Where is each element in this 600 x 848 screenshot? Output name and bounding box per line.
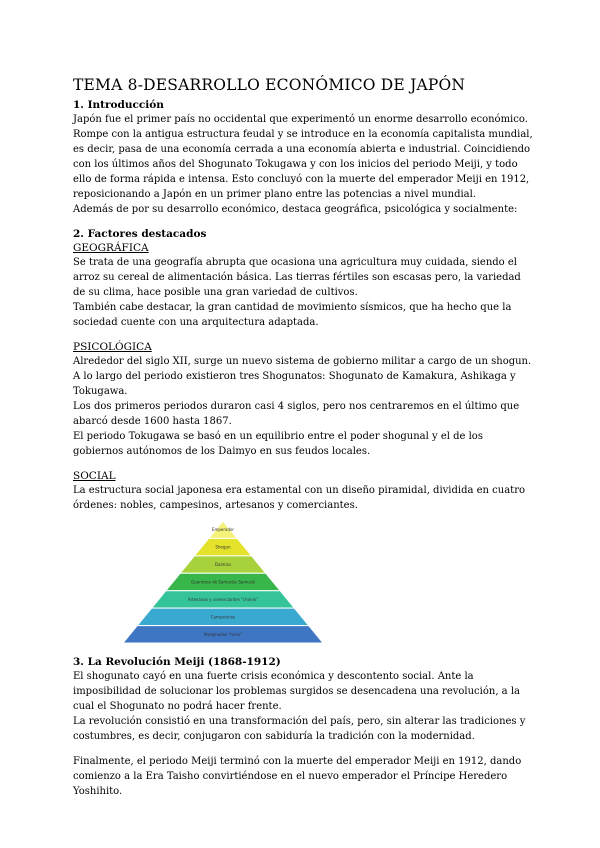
subheading-social: SOCIAL bbox=[73, 470, 116, 482]
paragraph: También cabe destacar, la gran cantidad de movimiento sísmicos, que ha hecho que la sociedad cuente con una arquitectura adaptada. bbox=[73, 302, 512, 328]
pyramid-level-label: Marginados "hinin" bbox=[204, 631, 242, 637]
section-heading-meiji: 3. La Revolución Meiji (1868-1912) bbox=[73, 656, 281, 668]
paragraph: La estructura social japonesa era estamental con un diseño piramidal, dividida en cuatro órdenes: nobles, campesinos, artesanos y comerciantes. bbox=[73, 485, 526, 511]
document-title: TEMA 8-DESARROLLO ECONÓMICO DE JAPÓN bbox=[73, 76, 466, 94]
paragraph: Se trata de una geografía abrupta que ocasiona una agricultura muy cuidada, siendo el arroz su cereal de alimentación básica. Las tierras fértiles son escasas pero, la variedad de su clima, hace posible una gran variedad de cultivos. bbox=[73, 257, 521, 298]
paragraph: El periodo Tokugawa se basó en un equilibrio entre el poder shogunal y el de los gobiernos autónomos de los Daimyo en sus feudos locales. bbox=[73, 431, 483, 457]
subheading-psicologica: PSICOLÓGICA bbox=[73, 341, 152, 353]
pyramid-level-label: Shogun bbox=[215, 544, 231, 550]
paragraph: Los dos primeros periodos duraron casi 4 siglos, pero nos centraremos en el último que abarcó desde 1600 hasta 1867. bbox=[73, 401, 520, 427]
pyramid-level-label: Daimios bbox=[214, 562, 232, 568]
paragraph-final: Finalmente, el periodo Meiji terminó con la muerte del emperador Meiji en 1912, dando comienzo a la Era Taisho convirtiéndose en el nuevo emperador el Príncipe Heredero Yoshihito. bbox=[73, 756, 522, 797]
pyramid-level-label: Guerreros de Samuráis Samurái bbox=[191, 579, 255, 585]
section-heading-intro: 1. Introducción bbox=[73, 99, 164, 111]
social-pyramid-diagram bbox=[123, 521, 323, 651]
pyramid-level-label: Emperador bbox=[211, 527, 235, 533]
subheading-geografica: GEOGRÁFICA bbox=[73, 242, 149, 254]
paragraph: Japón fue el primer país no occidental que experimentó un enorme desarrollo económico. Rompe con la antigua estructura feudal y se introduce en la economía capitalista mundial, es decir, pasa de una economía cerrada a una economía abierta e industrial. Coincidiendo con los últimos años del Shogunato Tokugawa y con los inicios del periodo Meiji, y todo ello de forma rápida e intensa. Esto concluyó con la muerte del emperador Meiji en 1912, reposicionando a Japón en un primer plano entre las potencias a nivel mundial. bbox=[73, 114, 533, 200]
document-content bbox=[73, 76, 533, 799]
section-heading-factors: 2. Factores destacados bbox=[73, 228, 207, 240]
paragraph: El shogunato cayó en una fuerte crisis económica y descontento social. Ante la imposibilidad de solucionar los problemas surgidos se desencadena una revolución, a la cual el Shogunato no podrá hacer frente. bbox=[73, 671, 520, 712]
pyramid-level-label: Campesinos bbox=[210, 614, 236, 620]
paragraph: Además de por su desarrollo económico, destaca geográfica, psicológica y socialmente: bbox=[73, 204, 518, 215]
paragraph: La revolución consistió en una transformación del país, pero, sin alterar las tradiciones y costumbres, es decir, conjugaron con sabiduría la tradición con la modernidad. bbox=[73, 716, 526, 742]
pyramid-level-label: Artesanos y comerciantes "chonin" bbox=[187, 596, 259, 602]
paragraph: Alrededor del siglo XII, surge un nuevo sistema de gobierno militar a cargo de un shogun. A lo largo del periodo existieron tres Shogunatos: Shogunato de Kamakura, Ashikaga y Tokugawa. bbox=[73, 356, 532, 397]
